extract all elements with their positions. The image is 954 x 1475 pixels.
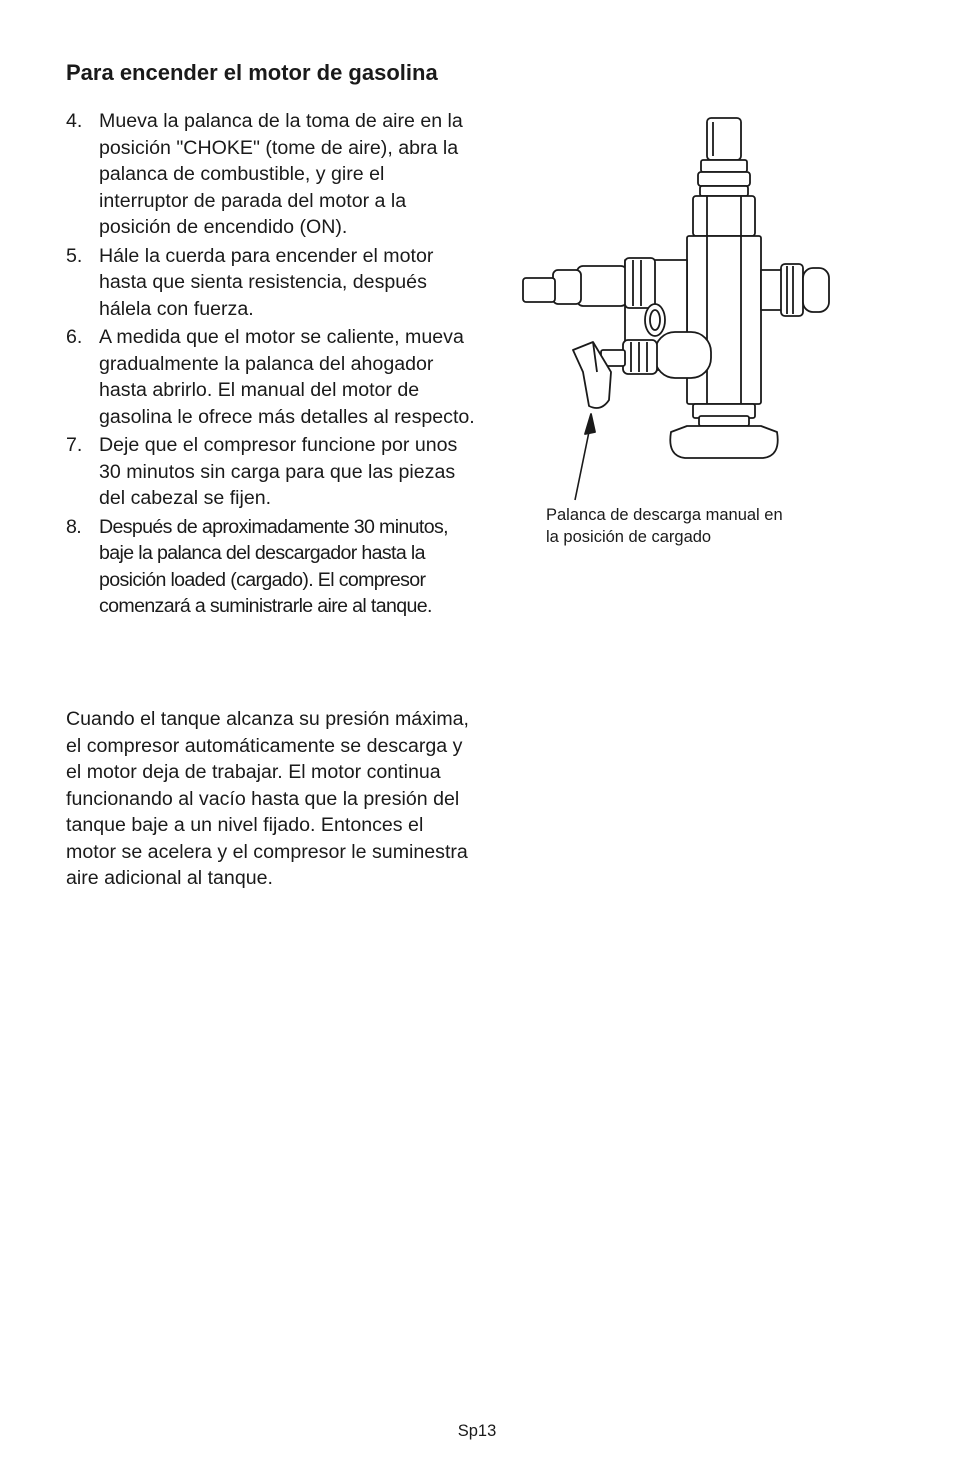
step-item <box>66 432 476 512</box>
step-item <box>66 324 476 430</box>
figure-caption: Palanca de descarga manual en la posición de cargado <box>546 506 783 546</box>
step-number: 8. <box>66 515 82 538</box>
step-number: 4. <box>66 110 83 132</box>
step-text: Deje que el compresor funcione por unos 30 minutos sin carga para que las piezas del cabezal se fijen. <box>99 434 458 509</box>
step-item <box>66 514 476 620</box>
step-text: Después de aproximadamente 30 minutos, baje la palanca del descargador hasta la posición loaded (cargado). El compresor comenzará a suministrarle aire al tanque. <box>99 515 448 617</box>
step-item <box>66 243 476 323</box>
closing-paragraph: Cuando el tanque alcanza su presión máxima, el compresor automáticamente se descarga y el motor deja de trabajar. El motor continua funcionando al vacío hasta que la presión del tanque baje a un nivel fijado. Entonces el motor se acelera y el compresor le suminestra aire adicional al tanque. <box>66 708 470 889</box>
step-item <box>66 108 476 241</box>
unloader-valve-illustration <box>515 110 845 510</box>
step-text: A medida que el motor se caliente, mueva gradualmente la palanca del ahogador hasta abrirlo. El manual del motor de gasolina le ofrece más detalles al respecto. <box>99 326 475 428</box>
step-text: Mueva la palanca de la toma de aire en la posición "CHOKE" (tome de aire), abra la palanca de combustible, y gire el interruptor de parada del motor a la posición de encendido (ON). <box>99 110 463 238</box>
page-number: Sp13 <box>457 1422 497 1440</box>
instruction-steps <box>66 108 476 628</box>
step-number: 6. <box>66 326 83 348</box>
step-text: Hále la cuerda para encender el motor hasta que sienta resistencia, después hálela con fuerza. <box>99 244 434 320</box>
page-heading: Para encender el motor de gasolina <box>66 60 438 85</box>
step-number: 5. <box>66 244 83 267</box>
step-number: 7. <box>66 434 83 456</box>
